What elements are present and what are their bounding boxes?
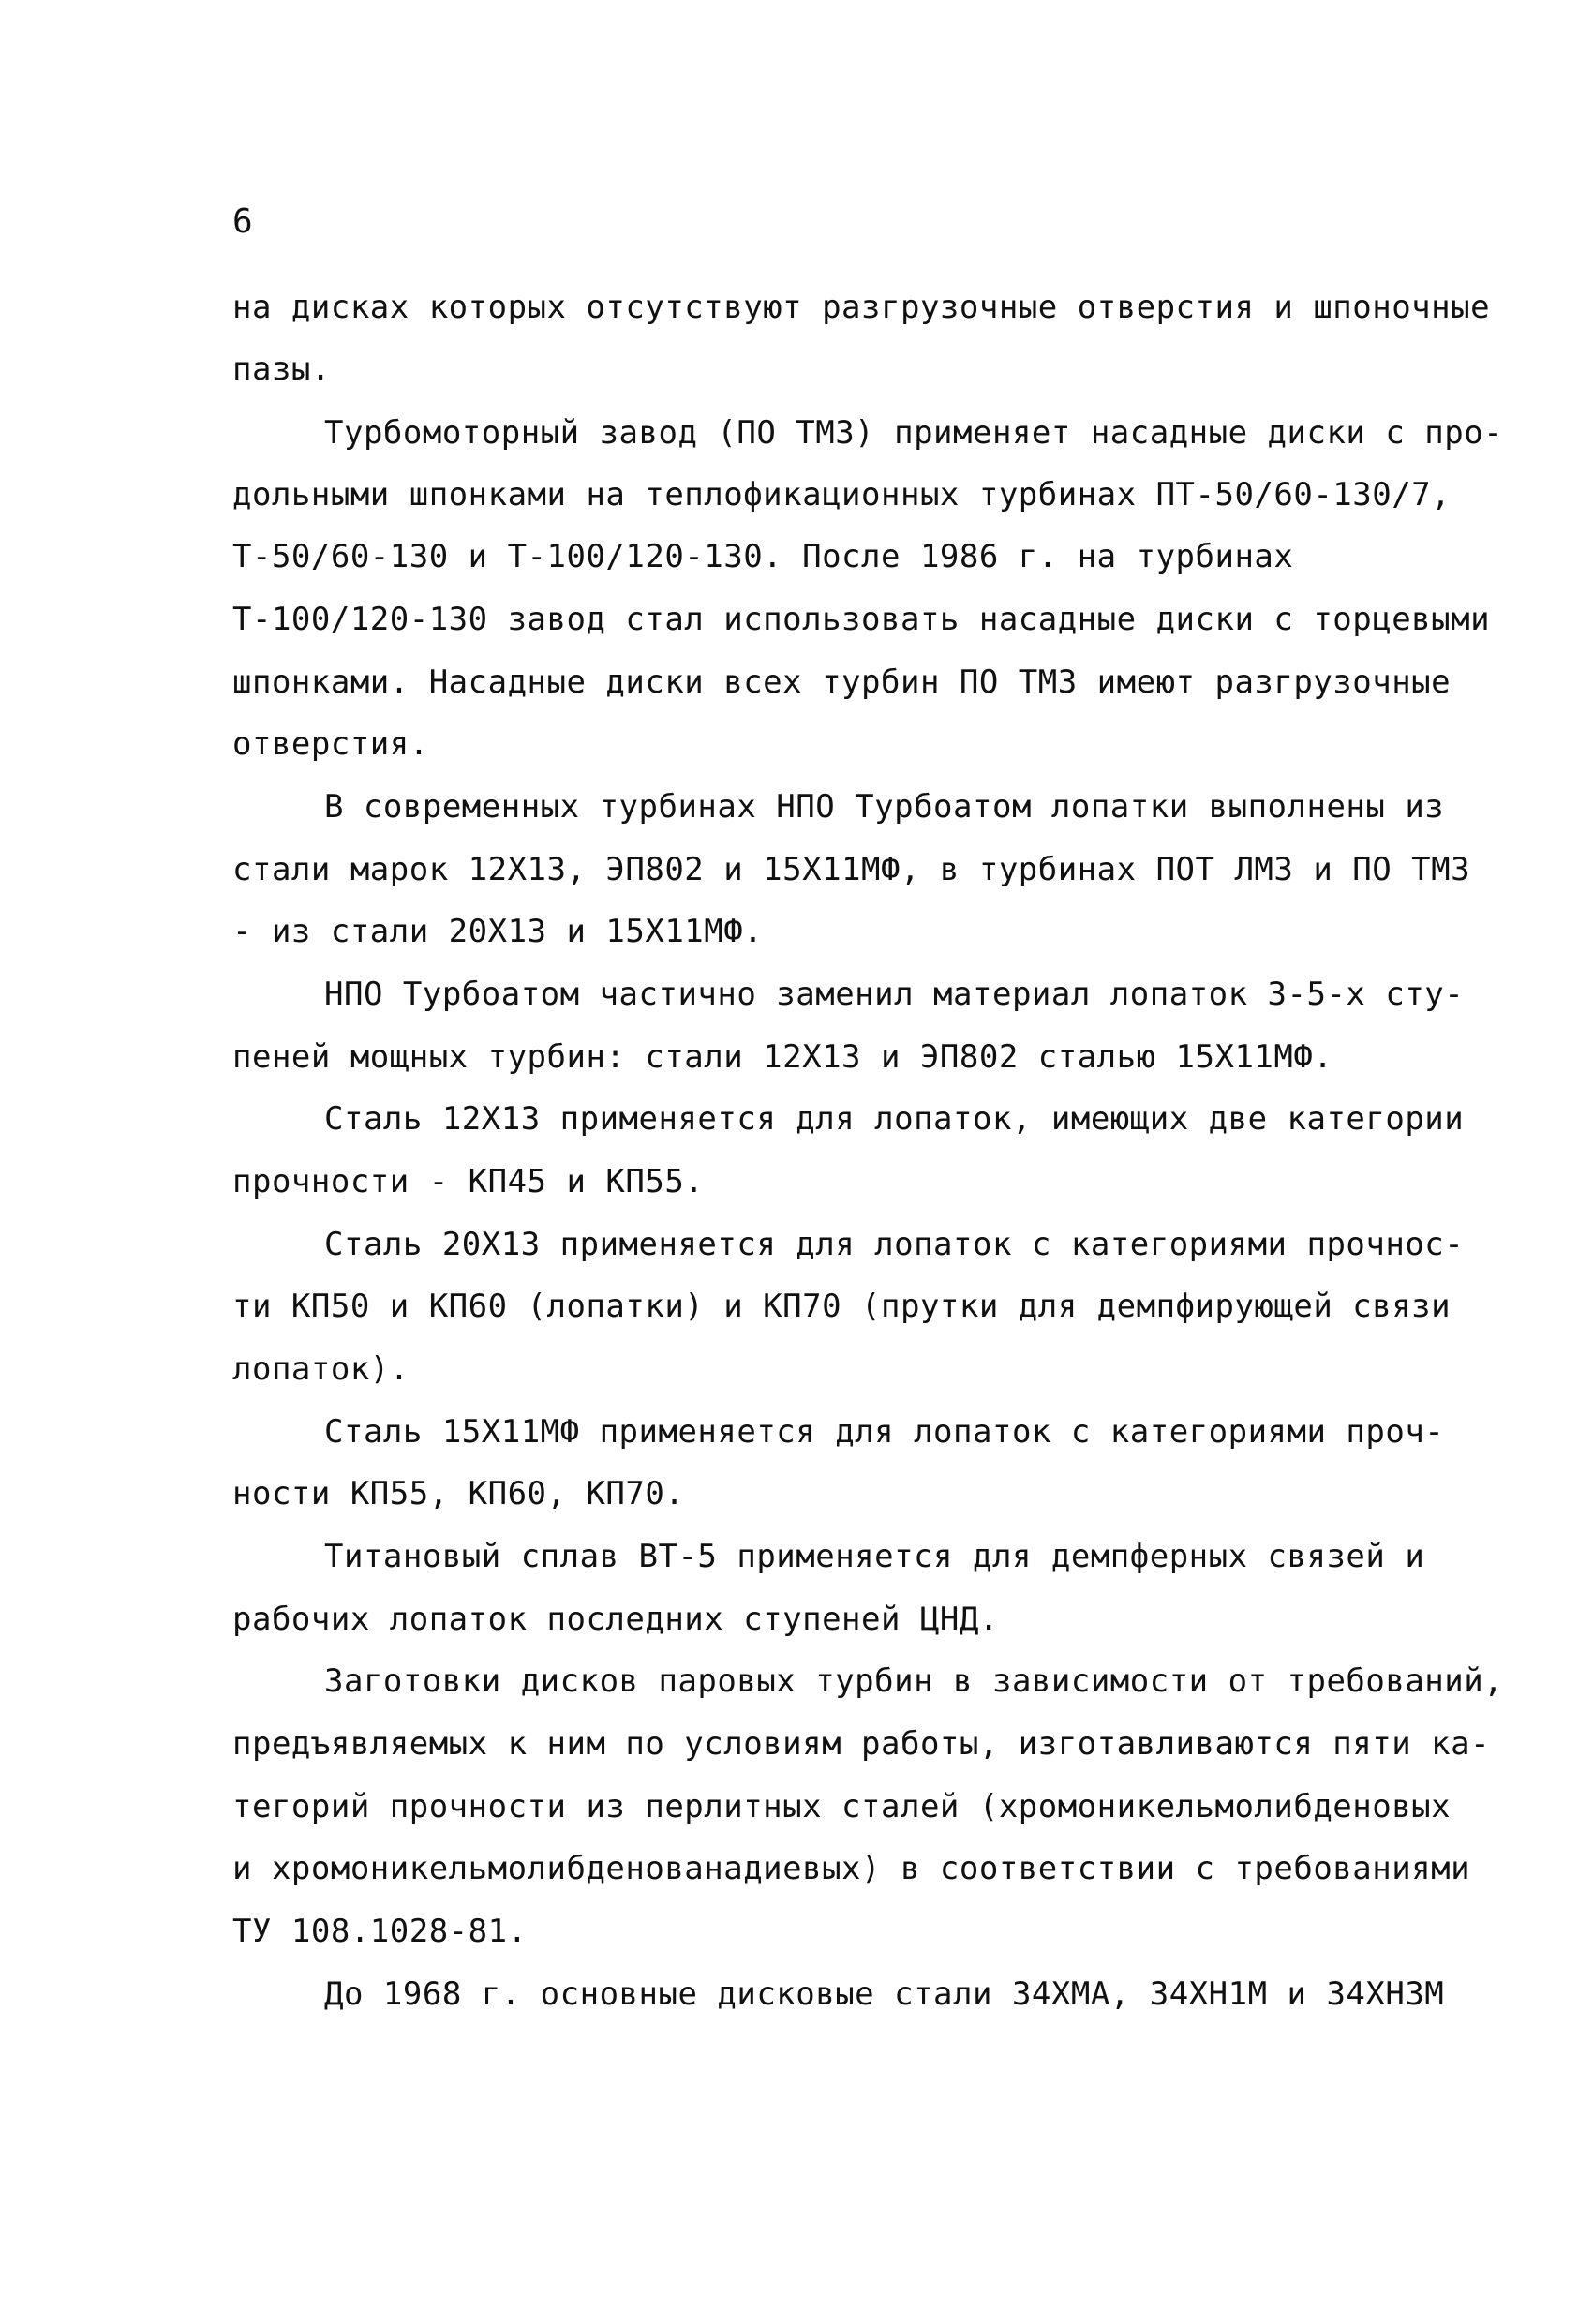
- text-line: Заготовки дисков паровых турбин в зависимости от требований,: [324, 1662, 1504, 1700]
- text-line: пазы.: [232, 350, 331, 388]
- text-line: ти КП50 и КП60 (лопатки) и КП70 (прутки для демпфирующей связи: [232, 1288, 1452, 1325]
- text-line: НПО Турбоатом частично заменил материал лопаток 3-5-х сту-: [324, 976, 1465, 1013]
- text-line: Титановый сплав ВТ-5 применяется для демпферных связей и: [324, 1538, 1425, 1575]
- text-line: рабочих лопаток последних ступеней ЦНД.: [232, 1601, 999, 1638]
- page-number: 6: [232, 202, 253, 241]
- text-line: и хромоникельмолибденованадиевых) в соответствии с требованиями: [232, 1850, 1471, 1887]
- text-line: Сталь 15Х11МФ применяется для лопаток с категориями проч-: [324, 1413, 1445, 1451]
- text-line: дольными шпонками на теплофикационных турбинах ПТ-50/60-130/7,: [232, 476, 1452, 514]
- text-line: - из стали 20Х13 и 15Х11МФ.: [232, 913, 764, 950]
- text-line: стали марок 12Х13, ЭП802 и 15Х11МФ, в турбинах ПОТ ЛМЗ и ПО ТМЗ: [232, 851, 1471, 888]
- text-line: на дисках которых отсутствуют разгрузочные отверстия и шпоночные: [232, 289, 1491, 326]
- text-line: прочности - КП45 и КП55.: [232, 1163, 705, 1200]
- text-line: лопаток).: [232, 1350, 409, 1388]
- text-line: В современных турбинах НПО Турбоатом лопатки выполнены из: [324, 788, 1445, 826]
- text-line: Т-100/120-130 завод стал использовать насадные диски с торцевыми: [232, 601, 1491, 638]
- text-line: шпонками. Насадные диски всех турбин ПО ТМЗ имеют разгрузочные: [232, 663, 1452, 701]
- text-line: До 1968 г. основные дисковые стали 34ХМА, 34ХН1М и 34ХН3М: [324, 1975, 1445, 2013]
- text-line: ности КП55, КП60, КП70.: [232, 1475, 685, 1512]
- text-line: Сталь 12Х13 применяется для лопаток, имеющих две категории: [324, 1100, 1465, 1138]
- text-line: Сталь 20Х13 применяется для лопаток с категориями прочнос-: [324, 1226, 1465, 1263]
- text-line: ТУ 108.1028-81.: [232, 1913, 528, 1950]
- text-line: Турбомоторный завод (ПО ТМЗ) применяет насадные диски с про-: [324, 414, 1504, 452]
- text-line: отверстия.: [232, 725, 429, 763]
- text-line: Т-50/60-130 и Т-100/120-130. После 1986 г. на турбинах: [232, 538, 1294, 575]
- text-line: тегорий прочности из перлитных сталей (хромоникельмолибденовых: [232, 1788, 1452, 1825]
- text-line: предъявляемых к ним по условиям работы, изготавливаются пяти ка-: [232, 1725, 1491, 1763]
- text-line: пеней мощных турбин: стали 12Х13 и ЭП802 сталью 15Х11МФ.: [232, 1038, 1333, 1076]
